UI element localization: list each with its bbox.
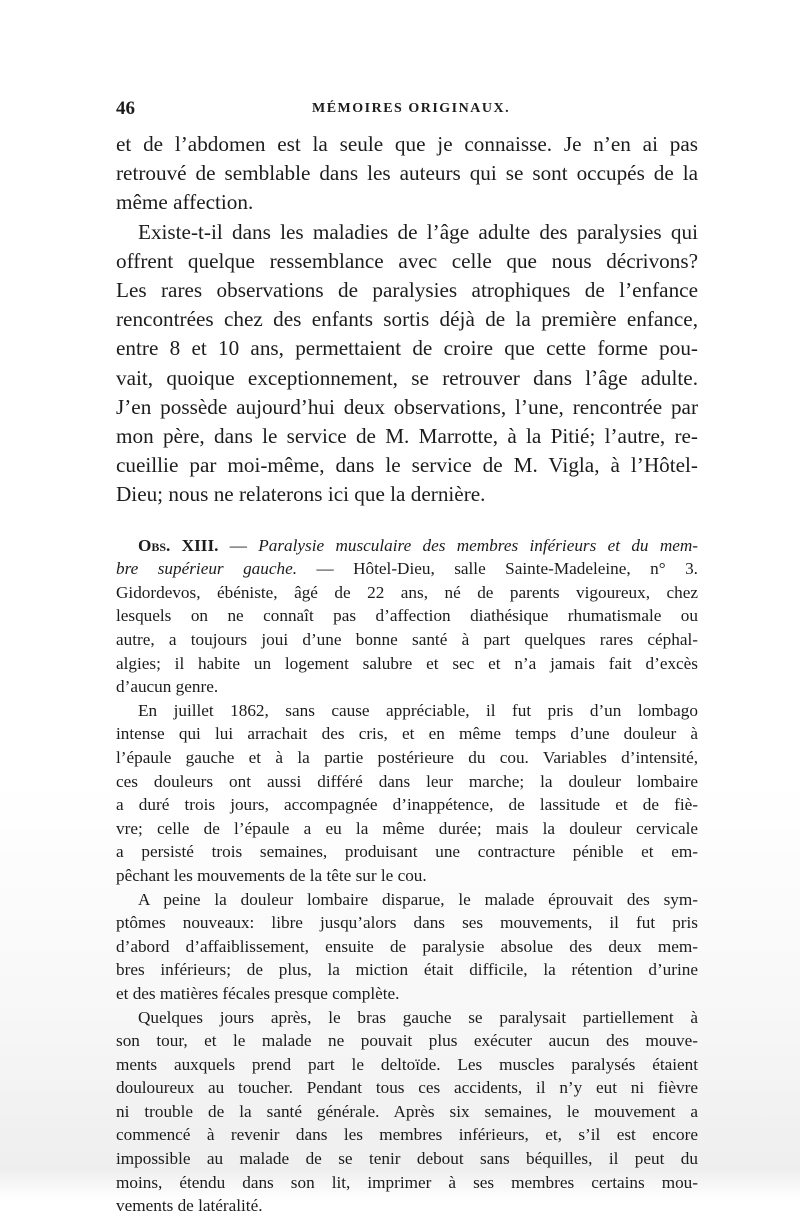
text-line: Les rares observations de paralysies atrophiques de l’enfance xyxy=(116,278,698,303)
text-line: vait, quoique exceptionnement, se retrouver dans l’âge adulte. xyxy=(116,365,698,390)
text-line: lesquels on ne connaît pas d’affection diathésique rhumatismale ou xyxy=(116,606,698,626)
text-line: ni trouble de la santé générale. Après six semaines, le mouvement a xyxy=(116,1101,698,1121)
text-line: vre; celle de l’épaule a eu la même durée; mais la douleur cervicale xyxy=(116,818,698,838)
text-line: ces douleurs ont aussi différé dans leur marche; la douleur lombaire xyxy=(116,771,698,791)
observation-heading-line xyxy=(116,557,698,581)
text-line: et des matières fécales presque complète. xyxy=(116,983,400,1003)
text-line: a persisté trois semaines, produisant une contracture pénible et em- xyxy=(116,842,698,862)
paragraph xyxy=(116,888,698,1006)
text-line: algies; il habite un logement salubre et sec et n’a jamais fait d’excès xyxy=(116,653,698,673)
text-line: son tour, et le malade ne pouvait plus exécuter aucun des mouve- xyxy=(116,1031,698,1051)
text-line: intense qui lui arrachait des cris, et en même temps d’une douleur à xyxy=(116,724,698,744)
text-line: rencontrées chez des enfants sortis déjà de la première enfance, xyxy=(116,307,698,332)
text-line: a duré trois jours, accompagnée d’inappétence, de lassitude et de fiè- xyxy=(116,795,698,815)
observation-title: bre supérieur gauche. xyxy=(116,559,298,579)
observation-block xyxy=(116,534,698,1218)
paragraph xyxy=(116,1006,698,1218)
text-line: d’aucun genre. xyxy=(116,677,219,697)
text-line: douloureux au toucher. Pendant tous ces accidents, il n’y eut ni fièvre xyxy=(116,1078,698,1098)
text-line: impossible au malade de se tenir debout sans béquilles, il peut du xyxy=(116,1149,698,1169)
text-line: moins, étendu dans son lit, imprimer à ses membres certains mou- xyxy=(116,1172,698,1192)
text-line: Gidordevos, ébéniste, âgé de 22 ans, né de parents vigoureux, chez xyxy=(116,582,698,602)
text-line: mon père, dans le service de M. Marrotte, à la Pitié; l’autre, re- xyxy=(116,424,698,449)
text-line: A peine la douleur lombaire disparue, le malade éprouvait des sym- xyxy=(138,889,698,909)
page-header xyxy=(116,98,696,122)
observation-label: Obs. XIII. xyxy=(138,535,219,555)
observation-heading-line xyxy=(116,534,698,558)
page-number: 46 xyxy=(116,98,135,119)
text-line: J’en possède aujourd’hui deux observations, l’une, rencontrée par xyxy=(116,394,698,419)
text-line: entre 8 et 10 ans, permettaient de croire que cette forme pou- xyxy=(116,336,698,361)
text-line: commencé à revenir dans les membres inférieurs, et, s’il est encore xyxy=(116,1125,698,1145)
text-line: d’abord d’affaiblissement, ensuite de paralysie absolue des deux mem- xyxy=(116,936,698,956)
paragraph xyxy=(116,218,698,510)
text-line: offrent quelque ressemblance avec celle que nous décrivons? xyxy=(116,248,698,273)
text-line: ments auxquels prend part le deltoïde. Les muscles paralysés étaient xyxy=(116,1054,698,1074)
paragraph xyxy=(116,130,698,218)
observation-heading xyxy=(116,534,698,699)
observation-location: — Hôtel-Dieu, salle Sainte-Madeleine, n° 3. xyxy=(297,559,698,579)
paragraph xyxy=(116,699,698,888)
text-line: ptômes nouveaux: libre jusqu’alors dans ses mouvements, il fut pris xyxy=(116,913,698,933)
text-line: Quelques jours après, le bras gauche se paralysait partiellement à xyxy=(138,1007,698,1027)
observation-dash: — xyxy=(218,535,259,555)
running-title: MÉMOIRES ORIGINAUX. xyxy=(312,101,511,116)
text-line: pêchant les mouvements de la tête sur le cou. xyxy=(116,865,427,885)
text-line: vements de latéralité. xyxy=(116,1196,263,1216)
text-line: retrouvé de semblable dans les auteurs qui se sont occupés de la xyxy=(116,161,698,186)
text-line: Dieu; nous ne relaterons ici que la dernière. xyxy=(116,482,486,507)
text-line: et de l’abdomen est la seule que je connaisse. Je n’en ai pas xyxy=(116,132,698,156)
text-line: En juillet 1862, sans cause appréciable, il fut pris d’un lombago xyxy=(138,700,698,720)
body-text xyxy=(116,130,698,1218)
text-line: autre, a toujours joui d’une bonne santé à part quelques rares céphal- xyxy=(116,630,698,650)
text-line: bres inférieurs; de plus, la miction était difficile, la rétention d’urine xyxy=(116,960,698,980)
text-line: l’épaule gauche et à la partie postérieure du cou. Variables d’intensité, xyxy=(116,747,698,767)
observation-title: Paralysie musculaire des membres inférieurs et du mem- xyxy=(258,535,699,555)
text-line: Existe-t-il dans les maladies de l’âge adulte des paralysies qui xyxy=(138,219,698,244)
text-line: même affection. xyxy=(116,190,254,215)
text-line: cueillie par moi-même, dans le service de M. Vigla, à l’Hôtel- xyxy=(116,453,698,478)
